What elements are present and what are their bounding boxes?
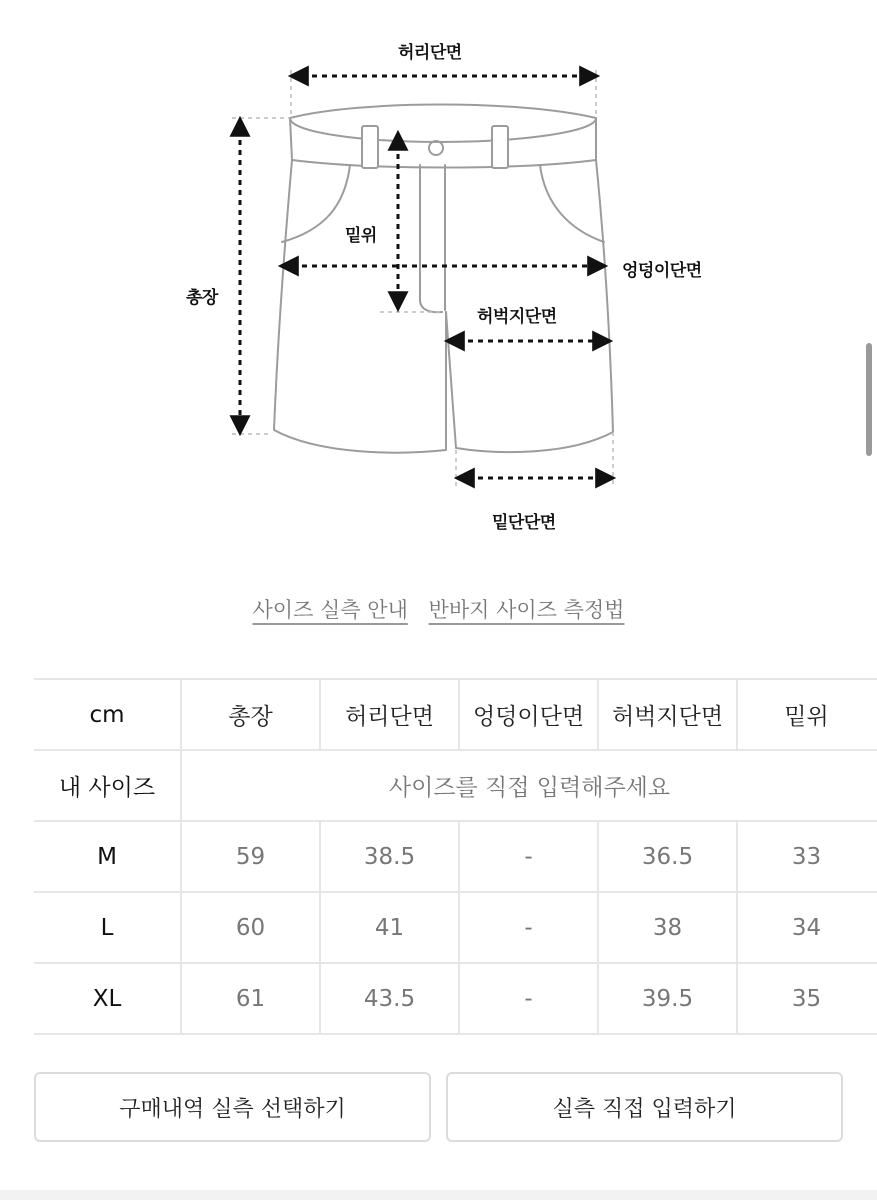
size-guide-links xyxy=(0,594,877,624)
my-size-label: 내 사이즈 xyxy=(58,775,156,801)
table-cell: 61 xyxy=(180,964,319,1033)
size-diagram xyxy=(0,0,877,560)
table-cell: - xyxy=(458,822,597,891)
size-label: XL xyxy=(92,985,122,1012)
table-row xyxy=(34,822,877,893)
hip-label: 엉덩이단면 xyxy=(622,261,702,281)
table-cell: 33 xyxy=(736,822,875,891)
column-header: 허벅지단면 xyxy=(597,680,736,749)
size-label: M xyxy=(97,843,117,870)
table-cell: 38.5 xyxy=(319,822,458,891)
table-cell: 43.5 xyxy=(319,964,458,1033)
enter-manually-button[interactable]: 실측 직접 입력하기 xyxy=(446,1072,843,1142)
table-cell: 34 xyxy=(736,893,875,962)
table-cell: 35 xyxy=(736,964,875,1033)
hem-label: 밑단단면 xyxy=(492,513,556,533)
table-cell: - xyxy=(458,964,597,1033)
table-cell: 39.5 xyxy=(597,964,736,1033)
unit-header: cm xyxy=(89,701,125,728)
table-cell: 36.5 xyxy=(597,822,736,891)
select-from-orders-button[interactable]: 구매내역 실측 선택하기 xyxy=(34,1072,431,1142)
my-size-row xyxy=(34,751,877,822)
table-row xyxy=(34,964,877,1035)
total-length-label: 총장 xyxy=(186,288,218,308)
table-cell: - xyxy=(458,893,597,962)
table-row xyxy=(34,893,877,964)
column-header: 총장 xyxy=(180,680,319,749)
column-header: 밑위 xyxy=(736,680,875,749)
column-header: 엉덩이단면 xyxy=(458,680,597,749)
my-size-input[interactable]: 사이즈를 직접 입력해주세요 xyxy=(180,751,877,820)
scrollbar[interactable] xyxy=(866,343,872,456)
size-guide-link[interactable]: 사이즈 실측 안내 xyxy=(252,598,408,622)
table-cell: 60 xyxy=(180,893,319,962)
shorts-measure-link[interactable]: 반바지 사이즈 측정법 xyxy=(428,598,625,622)
size-label: L xyxy=(100,914,114,941)
table-cell: 38 xyxy=(597,893,736,962)
shorts-illustration xyxy=(0,0,877,560)
table-cell: 59 xyxy=(180,822,319,891)
size-table xyxy=(34,678,877,1035)
table-cell: 41 xyxy=(319,893,458,962)
rise-label: 밑위 xyxy=(345,226,377,246)
column-header: 허리단면 xyxy=(319,680,458,749)
table-header-row xyxy=(34,678,877,751)
thigh-label: 허벅지단면 xyxy=(477,307,557,327)
bottom-divider xyxy=(0,1190,877,1200)
waist-label: 허리단면 xyxy=(398,43,462,63)
